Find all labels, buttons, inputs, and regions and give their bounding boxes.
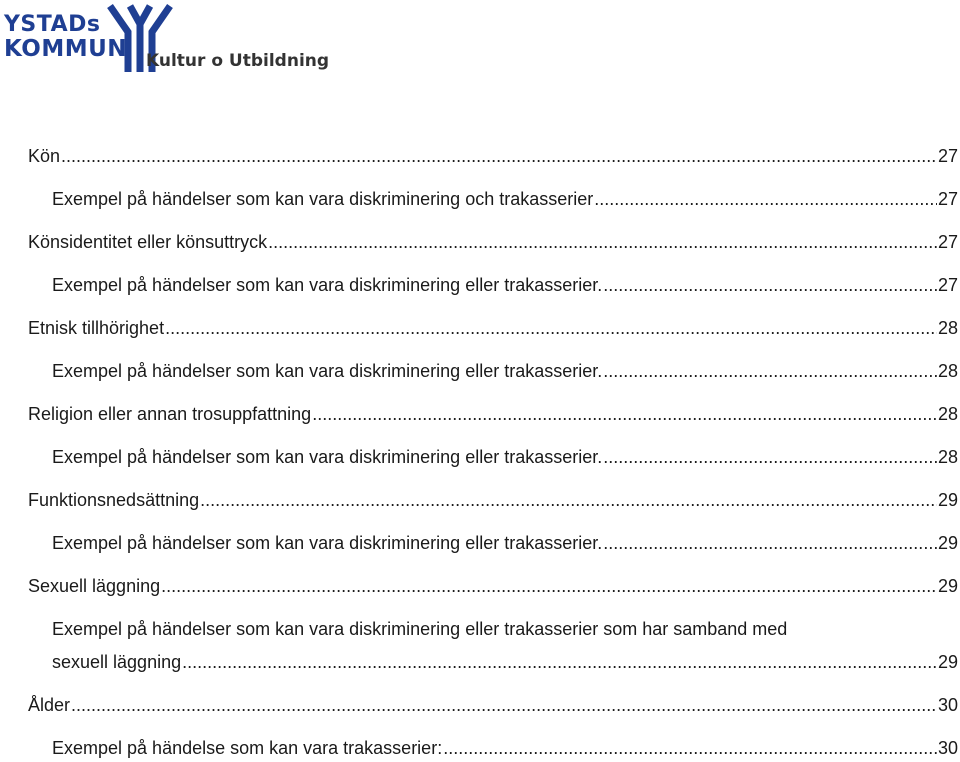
dot-leader [443,736,937,760]
toc-entry[interactable] [28,574,960,598]
dot-leader [61,144,937,168]
toc-entry[interactable] [28,488,960,512]
toc-entry-page: 27 [937,146,958,166]
department-name: Kultur o Utbildning [146,51,330,71]
dot-leader [603,445,937,469]
dot-leader [71,693,937,717]
toc-entry-title: Exempel på händelser som kan vara diskriminering eller trakasserier. [52,533,603,553]
header [0,0,340,80]
dot-leader [182,650,937,674]
toc-entry-title: Könsidentitet eller könsuttryck [28,232,268,252]
toc-entry-title-first-line: Exempel på händelser som kan vara diskriminering eller trakasserier som har samband med [52,619,788,639]
toc-entry[interactable] [52,359,960,383]
toc-entry-title: Exempel på händelser som kan vara diskriminering och trakasserier [52,189,594,209]
toc-entry[interactable] [28,230,960,254]
toc-entry-title: Exempel på händelser som kan vara diskriminering eller trakasserier. [52,275,603,295]
toc-entry-title: Funktionsnedsättning [28,490,200,510]
toc-entry-title: Exempel på händelser som kan vara diskriminering eller trakasserier. [52,447,603,467]
dot-leader [165,316,937,340]
toc-entry-title: Sexuell läggning [28,576,161,596]
toc-entry[interactable] [28,316,960,340]
toc-entry-page: 29 [937,576,958,596]
dot-leader [603,531,937,555]
toc-entry-page: 28 [937,361,958,381]
toc-entry-wrapped-line[interactable] [52,617,960,641]
toc-entry-page: 30 [937,695,958,715]
dot-leader [603,359,937,383]
toc-entry-page: 28 [937,404,958,424]
dot-leader [268,230,937,254]
toc-entry-page: 30 [937,738,958,758]
dot-leader [603,273,937,297]
toc-entry-page: 27 [937,189,958,209]
toc-entry-page: 29 [937,533,958,553]
toc-entry-page: 27 [937,275,958,295]
toc-entry[interactable] [52,273,960,297]
toc-entry-page: 28 [937,447,958,467]
dot-leader [200,488,937,512]
toc-entry[interactable] [52,736,960,760]
toc-entry-title: Exempel på händelser som kan vara diskriminering eller trakasserier. [52,361,603,381]
toc-entry[interactable] [28,144,960,168]
toc-entry[interactable] [52,187,960,211]
toc-entry-page: 27 [937,232,958,252]
toc-entry-title: Etnisk tillhörighet [28,318,165,338]
toc-entry-page: 29 [937,490,958,510]
dot-leader [161,574,937,598]
dot-leader [594,187,937,211]
logo-line1: YSTADs [4,12,101,37]
dot-leader [312,402,937,426]
toc-entry-page: 29 [937,652,958,672]
toc-entry[interactable] [28,693,960,717]
toc-entry[interactable] [28,402,960,426]
toc-entry-page: 28 [937,318,958,338]
toc-entry-title: Ålder [28,695,71,715]
toc-entry[interactable] [52,445,960,469]
toc-entry-title: Exempel på händelse som kan vara trakasserier: [52,738,443,758]
toc-entry[interactable] [52,650,960,674]
toc-entry-title: Religion eller annan trosuppfattning [28,404,312,424]
toc-entry-title: sexuell läggning [52,652,182,672]
logo-line2: KOMMUN [4,36,128,62]
toc-entry-title: Kön [28,146,61,166]
toc-entry[interactable] [52,531,960,555]
